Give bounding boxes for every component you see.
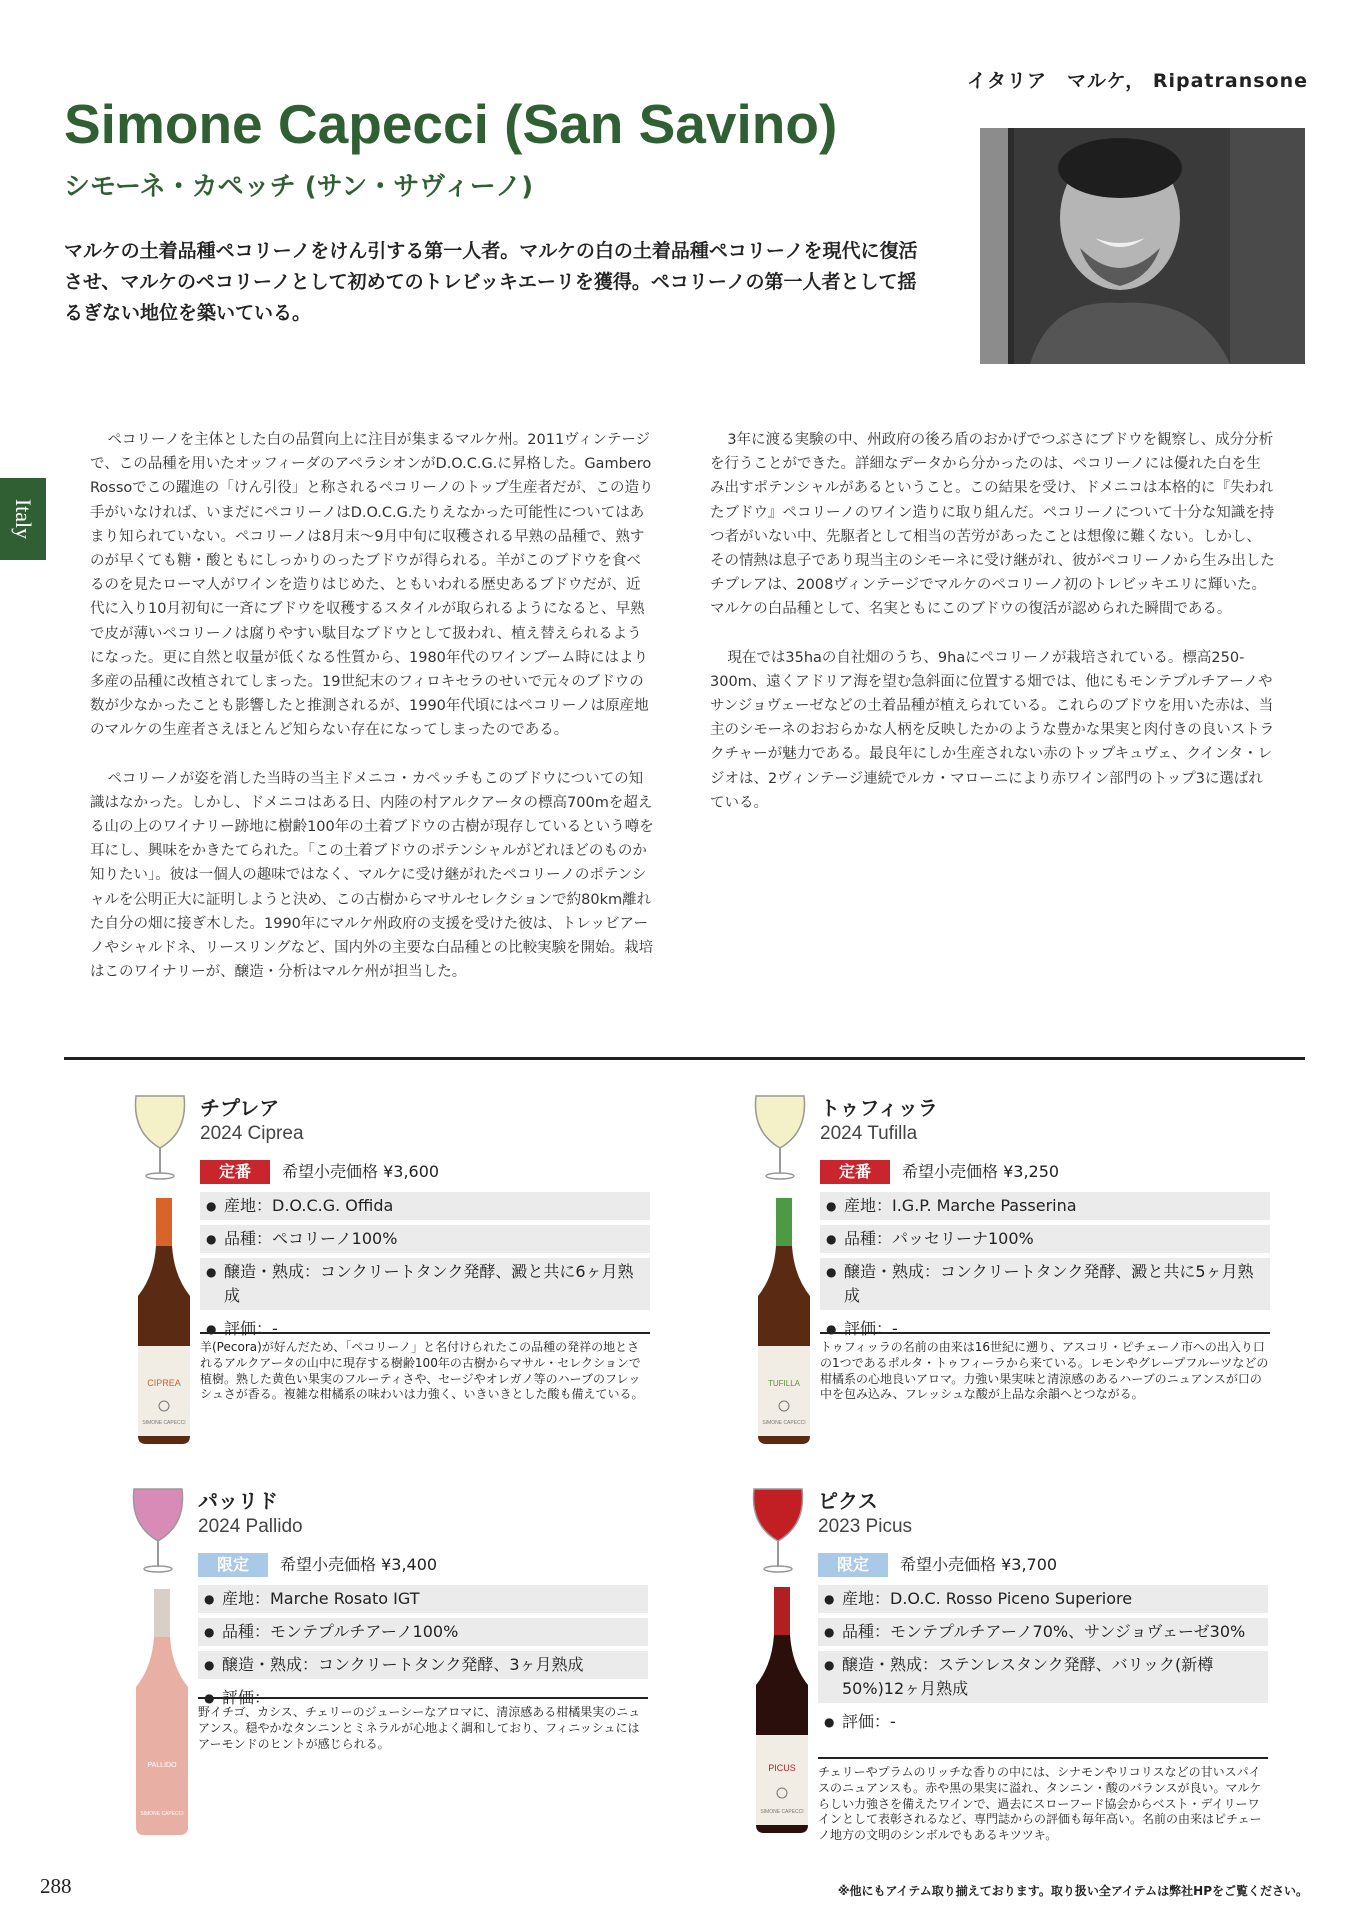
spec-variety: ● 品種：モンテプルチアーノ100%	[198, 1618, 648, 1646]
body-column-left	[90, 428, 655, 1008]
body-column-right	[710, 428, 1275, 839]
wine-name-jp: トゥフィッラ	[820, 1096, 938, 1120]
spec-origin: ● 産地：I.G.P. Marche Passerina	[820, 1192, 1270, 1220]
footer-note: ※他にもアイテム取り揃えております。取り扱い全アイテムは弊社HPをご覧ください。	[837, 1884, 1308, 1898]
wine-name-en: 2024 Ciprea	[200, 1123, 304, 1144]
badge-standard: 定番	[200, 1160, 270, 1184]
spec-origin: ● 産地：D.O.C.G. Offida	[200, 1192, 650, 1220]
price: 希望小売価格 ¥3,400	[280, 1555, 438, 1574]
body-paragraph: 3年に渡る実験の中、州政府の後ろ盾のおかげでつぶさにブドウを観察し、成分分析を行うことができた。詳細なデータから分かったのは、ペコリーノには優れた白を生み出すポテンシャルがあるということ。この結果を受け、ドメニコは本格的に『失われたブドウ』ペコリーノのワイン造りに取り組んだ。ペコリーノについて十分な知識を持つ者がいない中、先駆者として相当の苦労があったことは想像に難くない。しかし、その情熱は息子であり現当主のシモーネに受け継がれ、彼がペコリーノから生み出したチプレアは、2008ヴィンテージでマルケのペコリーノ初のトレビッキエリに輝いた。マルケの白品種として、名実ともにこのブドウの復活が認められた瞬間である。	[710, 432, 1275, 618]
tasting-note: 野イチゴ、カシス、チェリーのジューシーなアロマに、清涼感ある柑橘果実のニュアンス。穏やかなタンニンとミネラルが心地よく調和しており、フィニッシュにはアーモンドのヒントが感じられる。	[198, 1697, 648, 1752]
wine-name-jp: チプレア	[200, 1096, 280, 1120]
body-paragraph: 現在では35haの自社畑のうち、9haにペコリーノが栽培されている。標高250-300m、遠くアドリア海を望む急斜面に位置する畑では、他にもモンテプルチアーノやサンジョヴェーゼなどの土着品種が植えられている。これらのブドウを用いた赤は、当主のシモーネのおおらかな人柄を反映したかのような豊かな果実と肉付きの良いストラクチャーが魅力である。最良年にしか生産されない赤のトップキュヴェ、クインタ・レジオは、2ヴィンテージ連続でルカ・マローニにより赤ワイン部門のトップ3に選ばれている。	[710, 649, 1275, 811]
spec-list	[818, 1585, 1268, 1741]
bottle-label: CIPREA	[147, 1378, 181, 1388]
bottle-image	[746, 1585, 818, 1835]
spec-origin: ● 産地：Marche Rosato IGT	[198, 1585, 648, 1613]
price: 希望小売価格 ¥3,250	[902, 1162, 1060, 1181]
country-tab-label: Italy	[11, 498, 36, 540]
country-tab	[0, 478, 46, 560]
bottle-maker-label: SIMONE CAPECCI	[762, 1420, 806, 1426]
bottle-image	[128, 1196, 200, 1446]
spec-variety: ● 品種：モンテプルチアーノ70%、サンジョヴェーゼ30%	[818, 1618, 1268, 1646]
wine-card-ciprea	[130, 1092, 670, 1432]
spec-variety: ● 品種：パッセリーナ100%	[820, 1225, 1270, 1253]
spec-origin: ● 産地：D.O.C. Rosso Piceno Superiore	[818, 1585, 1268, 1613]
spec-rating: ● 評価：-	[200, 1315, 650, 1343]
bottle-label: PICUS	[768, 1763, 796, 1773]
producer-title-jp: シモーネ・カペッチ (サン・サヴィーノ)	[64, 172, 534, 202]
bottle-label: TUFILLA	[767, 1379, 801, 1388]
spec-rating: ● 評価：-	[818, 1708, 1268, 1736]
wine-name-en: 2024 Tufilla	[820, 1123, 918, 1144]
bottle-maker-label: SIMONE CAPECCI	[140, 1811, 184, 1817]
wine-name-jp: ピクス	[818, 1489, 878, 1513]
spec-vinification: ● 醸造・熟成：コンクリートタンク発酵、3ヶ月熟成	[198, 1651, 648, 1679]
bottle-image	[126, 1587, 198, 1837]
wine-glass-icon	[750, 1092, 810, 1182]
spec-rating: ● 評価：-	[198, 1684, 648, 1712]
price: 希望小売価格 ¥3,600	[282, 1162, 440, 1181]
wine-name-jp: パッリド	[198, 1489, 278, 1513]
portrait-image	[980, 128, 1305, 364]
wine-name-en: 2023 Picus	[818, 1516, 913, 1537]
lead-text: マルケの土着品種ペコリーノをけん引する第一人者。マルケの白の土着品種ペコリーノを現代に復活させ、マルケのペコリーノとして初めてのトレビッキエーリを獲得。ペコリーノの第一人者として揺るぎない地位を築いている。	[64, 240, 918, 324]
section-divider	[64, 1057, 1305, 1060]
wine-card-tufilla	[750, 1092, 1290, 1432]
badge-limited: 限定	[198, 1553, 268, 1577]
badge-limited: 限定	[818, 1553, 888, 1577]
spec-vinification: ● 醸造・熟成：コンクリートタンク発酵、澱と共に6ヶ月熟成	[200, 1258, 650, 1310]
region-label: イタリア マルケ， Ripatransone	[966, 70, 1308, 92]
bottle-label: PALLIDO	[147, 1762, 177, 1769]
bottle-maker-label: SIMONE CAPECCI	[142, 1420, 186, 1426]
body-paragraph: ペコリーノを主体とした白の品質向上に注目が集まるマルケ州。2011ヴィンテージで、この品種を用いたオッフィーダのアペラシオンがD.O.C.G.に昇格した。Gambero Rossoでこの躍進の「けん引役」と称されるペコリーノのトップ生産者だが、この造り手がいなければ、いまだにペコリーノはD.O.C.G.たりえなかった可能性についてはあまり知られていない。ペコリーノは8月末〜9月中旬に収穫される早熟の品種で、熟すのが早くても糖・酸ともにしっかりのったブドウが得られる。羊がこのブドウを食べるのを見たローマ人がワインを造りはじめた、ともいわれる歴史あるブドウだが、近代に入り10月初旬に一斉にブドウを収穫するスタイルが取られるようになると、早熟で皮が薄いペコリーノは腐りやすい駄目なブドウとして扱われ、植え替えられるようになった。更に自然と収量が低くなる性質から、1980年代のワインブーム時にはより多産の品種に改植されてしまった。19世紀末のフィロキセラのせいで元々のブドウの数が少なかったことも影響したと推測されるが、1990年代頃にはペコリーノは原産地のマルケの生産者さえほとんど知らない存在になってしまったのである。	[90, 432, 654, 739]
page-number: 288	[40, 1874, 72, 1898]
body-paragraph: ペコリーノが姿を消した当時の当主ドメニコ・カペッチもこのブドウについての知識はなかった。しかし、ドメニコはある日、内陸の村アルクアータの標高700mを超える山の上のワイナリー跡地に樹齢100年の土着ブドウの古樹が現存しているという噂を耳にし、興味をかきたてられた。「この土着ブドウのポテンシャルがどれほどのものか知りたい」。彼は一個人の趣味ではなく、マルケに受け継がれたペコリーノのポテンシャルを公明正大に証明しようと決め、この古樹からマサルセレクションで約80km離れた自分の畑に接ぎ木した。1990年にマルケ州政府の支援を受けた彼は、トレッビアーノやシャルドネ、リースリングなど、国内外の主要な白品種との比較実験を開始。栽培はこのワイナリーが、醸造・分析はマルケ州が担当した。	[90, 770, 654, 981]
wine-glass-icon	[130, 1092, 190, 1182]
wine-glass-icon	[748, 1485, 808, 1575]
tasting-note: チェリーやプラムのリッチな香りの中には、シナモンやリコリスなどの甘いスパイスのニュアンスも。赤や黒の果実に溢れ、タンニン・酸のバランスが良い。マルケらしい力強さを備えたワインで、過去にスローフード協会からベスト・デイリーワインとして表彰されるなど、専門誌からの評価も毎年高い。名前の由来はピチェーノ地方の文明のシンボルでもあるキツツキ。	[818, 1757, 1268, 1844]
spec-rating: ● 評価：-	[820, 1315, 1270, 1343]
spec-list	[820, 1192, 1270, 1348]
wine-name-en: 2024 Pallido	[198, 1516, 303, 1537]
tasting-note: トゥフィッラの名前の由来は16世紀に遡り、アスコリ・ピチェーノ市への出入り口の1つであるポルタ・トゥフィーラから来ている。レモンやグレープフルーツなどの柑橘系の心地良いアロマ。力強い果実味と清涼感のあるハーブのニュアンスが口の中を包み込み、フレッシュな酸が上品な余韻へとつながる。	[820, 1332, 1270, 1403]
producer-title: Simone Capecci (San Savino)	[64, 93, 838, 155]
bottle-maker-label: SIMONE CAPECCI	[760, 1809, 804, 1815]
wine-card-pallido	[128, 1485, 668, 1825]
badge-standard: 定番	[820, 1160, 890, 1184]
bottle-image	[748, 1196, 820, 1446]
price: 希望小売価格 ¥3,700	[900, 1555, 1058, 1574]
spec-list	[200, 1192, 650, 1348]
wine-glass-icon	[128, 1485, 188, 1575]
spec-vinification: ● 醸造・熟成：ステンレスタンク発酵、バリック(新樽50%)12ヶ月熟成	[818, 1651, 1268, 1703]
tasting-note: 羊(Pecora)が好んだため、「ペコリーノ」と名付けられたこの品種の発祥の地とされるアルクアータの山中に現存する樹齢100年の古樹からマサル・セレクションで植樹。熟した黄色い果実のフルーティさや、セージやオレガノ等のハーブのフレッシュさが香る。複雑な柑橘系の味わいは力強く、いきいきとした酸も備えている。	[200, 1332, 650, 1403]
spec-variety: ● 品種：ペコリーノ100%	[200, 1225, 650, 1253]
wine-card-picus	[748, 1485, 1288, 1865]
spec-vinification: ● 醸造・熟成：コンクリートタンク発酵、澱と共に5ヶ月熟成	[820, 1258, 1270, 1310]
producer-photo	[980, 128, 1305, 364]
